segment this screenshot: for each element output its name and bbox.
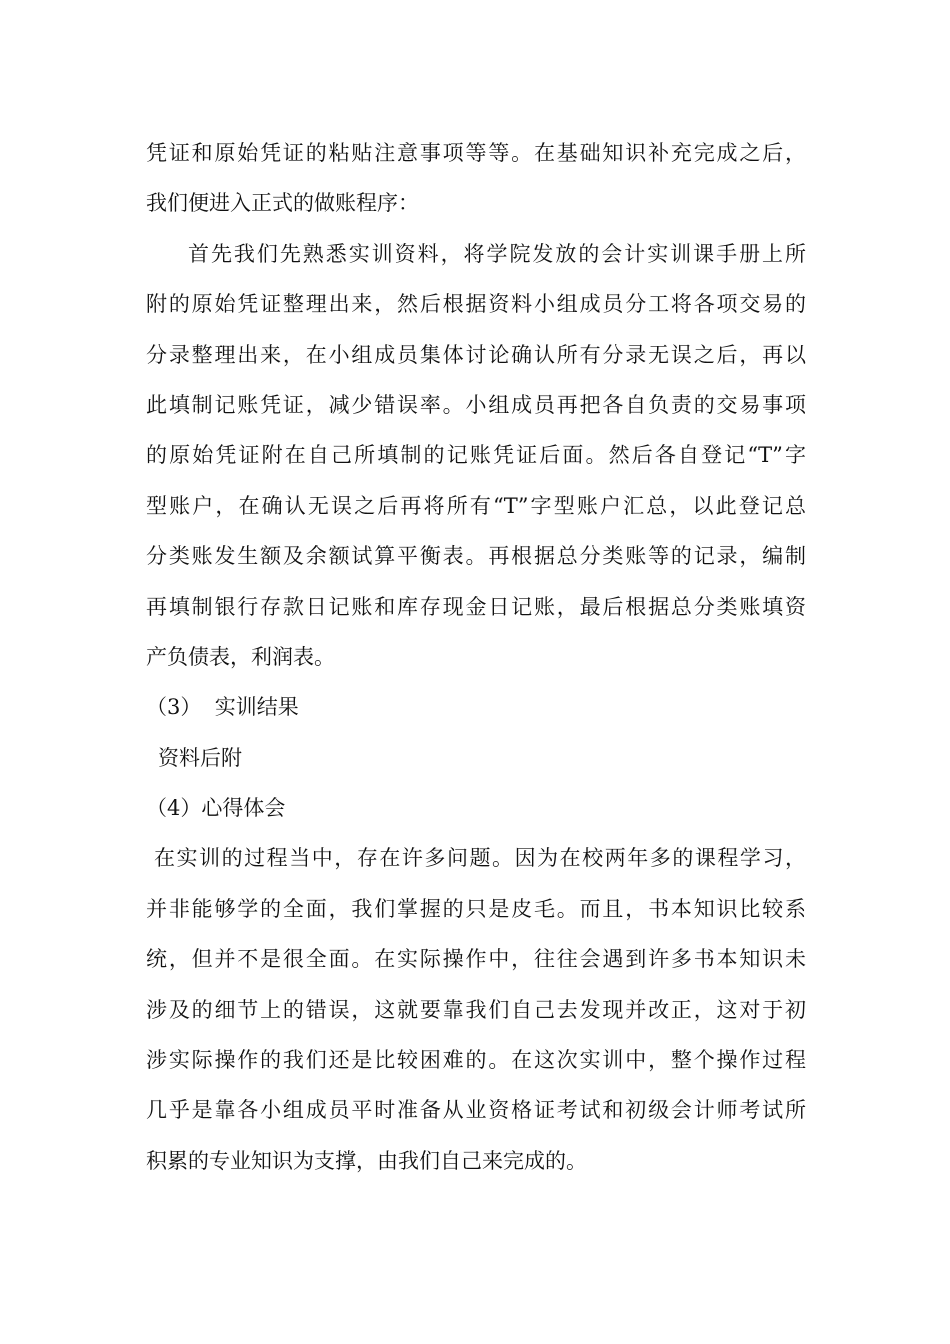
text-line: 此填制记账凭证，减少错误率。小组成员再把各自负责的交易事项 (146, 392, 806, 417)
text-line: 的原始凭证附在自己所填制的记账凭证后面。然后各自登记“T”字 (146, 443, 806, 468)
text-line: 再填制银行存款日记账和库存现金日记账，最后根据总分类账填资 (146, 594, 806, 619)
paragraph-start-line: 在实训的过程当中，存在许多问题。因为在校两年多的课程学习， (154, 846, 806, 871)
section-heading-results: （3） 实训结果 (146, 695, 299, 720)
text-line: 几乎是靠各小组成员平时准备从业资格证考试和初级会计师考试所 (146, 1098, 806, 1123)
section-heading-reflections: （4）心得体会 (146, 796, 286, 821)
text-line: 涉及的细节上的错误，这就要靠我们自己去发现并改正，这对于初 (146, 997, 806, 1022)
text-line: 我们便进入正式的做账程序： (146, 191, 419, 216)
results-note: 资料后附 (158, 745, 242, 770)
text-line: 凭证和原始凭证的粘贴注意事项等等。在基础知识补充完成之后， (146, 141, 806, 165)
text-line: 型账户，在确认无误之后再将所有“T”字型账户汇总，以此登记总 (146, 493, 806, 518)
text-line: 涉实际操作的我们还是比较困难的。在这次实训中，整个操作过程 (146, 1048, 806, 1073)
text-line: 并非能够学的全面，我们掌握的只是皮毛。而且，书本知识比较系 (146, 896, 806, 921)
text-line: 积累的专业知识为支撑，由我们自己来完成的。 (146, 1148, 587, 1173)
text-line: 统，但并不是很全面。在实际操作中，往往会遇到许多书本知识未 (146, 947, 806, 972)
text-line: 附的原始凭证整理出来，然后根据资料小组成员分工将各项交易的 (146, 292, 806, 317)
text-line: 分录整理出来，在小组成员集体讨论确认所有分录无误之后，再以 (146, 342, 806, 367)
paragraph-start-line: 首先我们先熟悉实训资料，将学院发放的会计实训课手册上所 (188, 241, 806, 266)
text-line: 分类账发生额及余额试算平衡表。再根据总分类账等的记录，编制 (146, 544, 806, 569)
text-line: 产负债表，利润表。 (146, 644, 335, 669)
document-body (146, 128, 806, 1186)
